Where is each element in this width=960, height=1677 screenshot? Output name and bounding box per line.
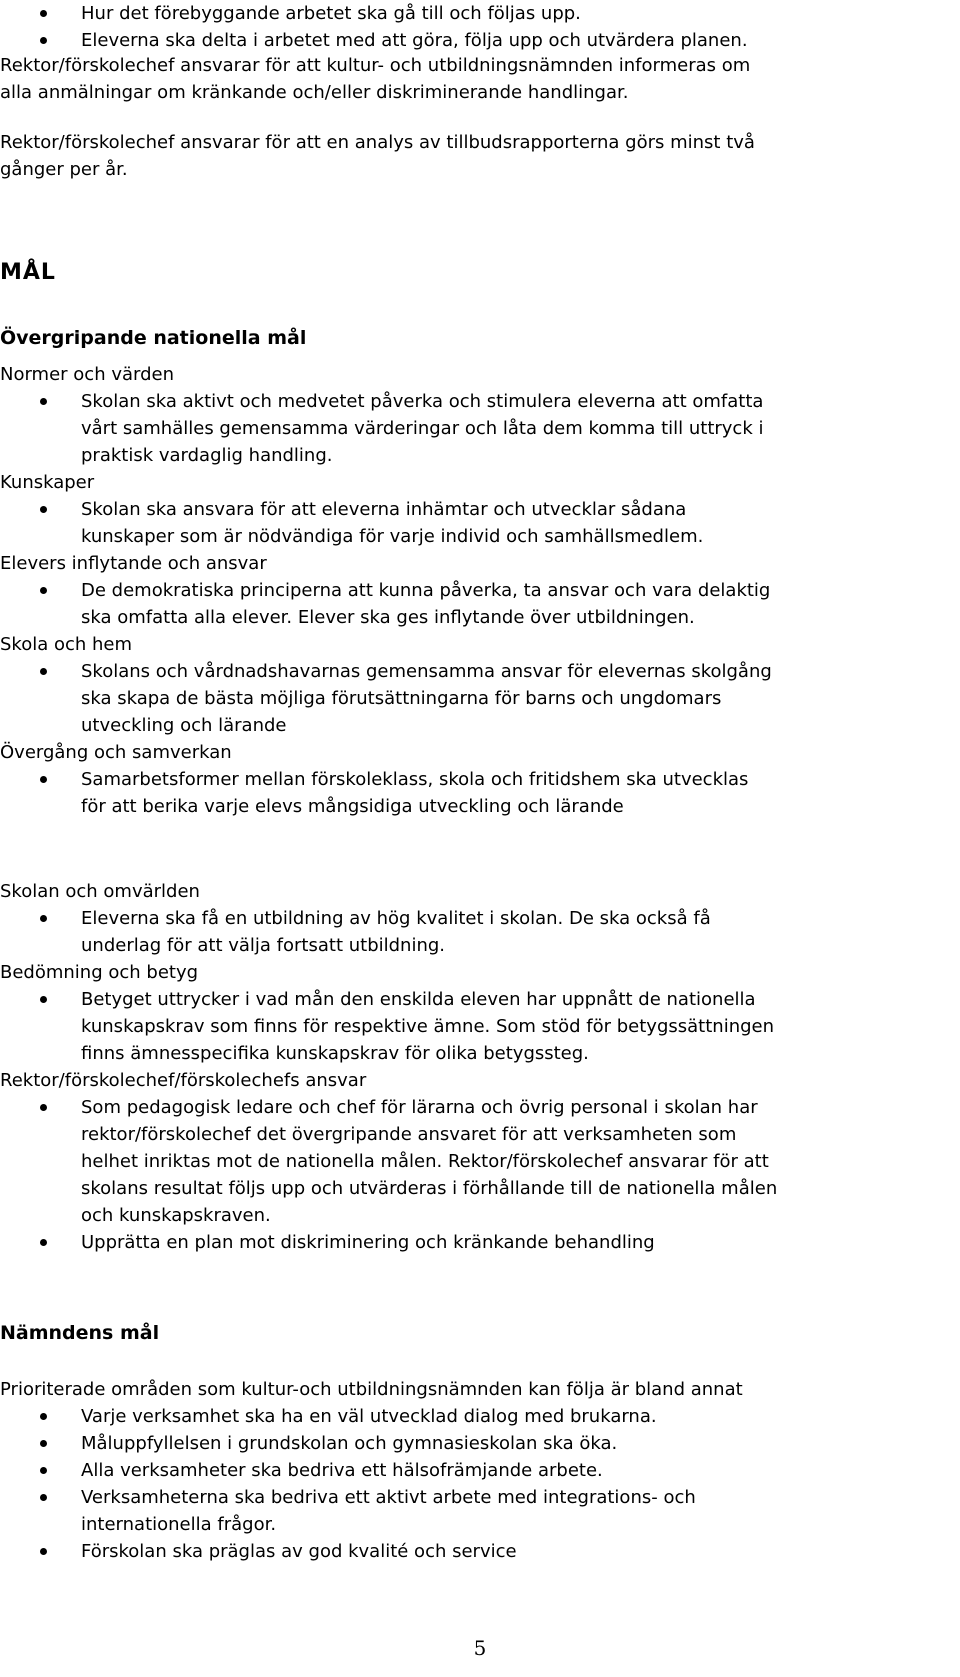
list-item: Samarbetsformer mellan förskoleklass, skola och fritidshem ska utvecklas för att berika varje elevs mångsidiga utveckling och lärande xyxy=(0,766,950,820)
bullet-icon xyxy=(40,1548,47,1555)
section-bullet-list xyxy=(0,1094,950,1256)
list-item: Verksamheterna ska bedriva ett aktivt arbete med integrations- och internationella frågor. xyxy=(0,1484,950,1538)
top-bullet-list xyxy=(0,0,950,54)
list-item: Eleverna ska få en utbildning av hög kvalitet i skolan. De ska också få underlag för att välja fortsatt utbildning. xyxy=(0,905,950,959)
list-item: De demokratiska principerna att kunna påverka, ta ansvar och vara delaktig ska omfatta alla elever. Elever ska ges inflytande över utbildningen. xyxy=(0,577,950,631)
paragraph-prioriterade-omraden: Prioriterade områden som kultur-och utbildningsnämnden kan följa är bland annat xyxy=(0,1379,743,1400)
list-item: Eleverna ska delta i arbetet med att göra, följa upp och utvärdera planen. xyxy=(0,27,950,54)
bullet-icon xyxy=(40,506,47,513)
section-label: Normer och värden xyxy=(0,364,175,385)
bullet-icon xyxy=(40,1413,47,1420)
bullet-icon xyxy=(40,37,47,44)
section-label: Elevers inflytande och ansvar xyxy=(0,553,267,574)
bullet-icon xyxy=(40,776,47,783)
list-item: Skolan ska aktivt och medvetet påverka och stimulera eleverna att omfatta vårt samhälles gemensamma värderingar och låta dem komma till uttryck i praktisk vardaglig handling. xyxy=(0,388,950,469)
section-bullet-list xyxy=(0,766,950,820)
bullet-icon xyxy=(40,668,47,675)
bullet-icon xyxy=(40,1104,47,1111)
paragraph-rektor-informeras: Rektor/förskolechef ansvarar för att kultur- och utbildningsnämnden informeras om alla anmälningar om kränkande och/eller diskriminerande handlingar. xyxy=(0,55,751,103)
list-item: Måluppfyllelsen i grundskolan och gymnasieskolan ska öka. xyxy=(0,1430,950,1457)
list-item: Hur det förebyggande arbetet ska gå till och följas upp. xyxy=(0,0,950,27)
section-label: Bedömning och betyg xyxy=(0,962,199,983)
section-bullet-list xyxy=(0,496,950,550)
bullet-icon xyxy=(40,1494,47,1501)
list-item: Varje verksamhet ska ha en väl utvecklad dialog med brukarna. xyxy=(0,1403,950,1430)
section-bullet-list xyxy=(0,986,950,1067)
section-label: Rektor/förskolechef/förskolechefs ansvar xyxy=(0,1070,367,1091)
list-item: Skolans och vårdnadshavarnas gemensamma ansvar för elevernas skolgång ska skapa de bästa möjliga förutsättningarna för barns och ungdomars utveckling och lärande xyxy=(0,658,950,739)
nationella-mal-sections-continued xyxy=(0,878,950,1256)
section-bullet-list xyxy=(0,388,950,469)
section-label: Skola och hem xyxy=(0,634,133,655)
bullet-icon xyxy=(40,10,47,17)
bullet-icon xyxy=(40,398,47,405)
list-item: Betyget uttrycker i vad mån den enskilda eleven har uppnått de nationella kunskapskrav som finns för respektive ämne. Som stöd för betygssättningen finns ämnesspecifika kunskapskrav för olika betygssteg. xyxy=(0,986,950,1067)
section-label: Övergång och samverkan xyxy=(0,742,232,763)
bullet-icon xyxy=(40,587,47,594)
bullet-icon xyxy=(40,915,47,922)
section-heading-mal: MÅL xyxy=(0,260,56,285)
nationella-mal-sections xyxy=(0,361,950,820)
list-item: Upprätta en plan mot diskriminering och kränkande behandling xyxy=(0,1229,950,1256)
subheading-nationella-mal: Övergripande nationella mål xyxy=(0,327,307,349)
bullet-icon xyxy=(40,1467,47,1474)
section-bullet-list xyxy=(0,658,950,739)
section-bullet-list xyxy=(0,577,950,631)
bullet-icon xyxy=(40,1440,47,1447)
section-label: Skolan och omvärlden xyxy=(0,881,200,902)
list-item: Förskolan ska präglas av god kvalité och service xyxy=(0,1538,950,1565)
page-number: 5 xyxy=(473,1636,487,1660)
subheading-namndens-mal: Nämndens mål xyxy=(0,1322,160,1344)
paragraph-rektor-analys: Rektor/förskolechef ansvarar för att en analys av tillbudsrapporterna görs minst två gånger per år. xyxy=(0,132,755,180)
bullet-icon xyxy=(40,1239,47,1246)
list-item: Som pedagogisk ledare och chef för lärarna och övrig personal i skolan har rektor/förskolechef det övergripande ansvaret för att verksamheten som helhet inriktas mot de nationella målen. Rektor/förskolechef ansvarar för att skolans resultat följs upp och utvärderas i förhållande till de nationella målen och kunskapskraven. xyxy=(0,1094,950,1229)
namnd-bullet-list xyxy=(0,1403,950,1565)
section-label: Kunskaper xyxy=(0,472,95,493)
list-item: Skolan ska ansvara för att eleverna inhämtar och utvecklar sådana kunskaper som är nödvändiga för varje individ och samhällsmedlem. xyxy=(0,496,950,550)
list-item: Alla verksamheter ska bedriva ett hälsofrämjande arbete. xyxy=(0,1457,950,1484)
bullet-icon xyxy=(40,996,47,1003)
section-bullet-list xyxy=(0,905,950,959)
